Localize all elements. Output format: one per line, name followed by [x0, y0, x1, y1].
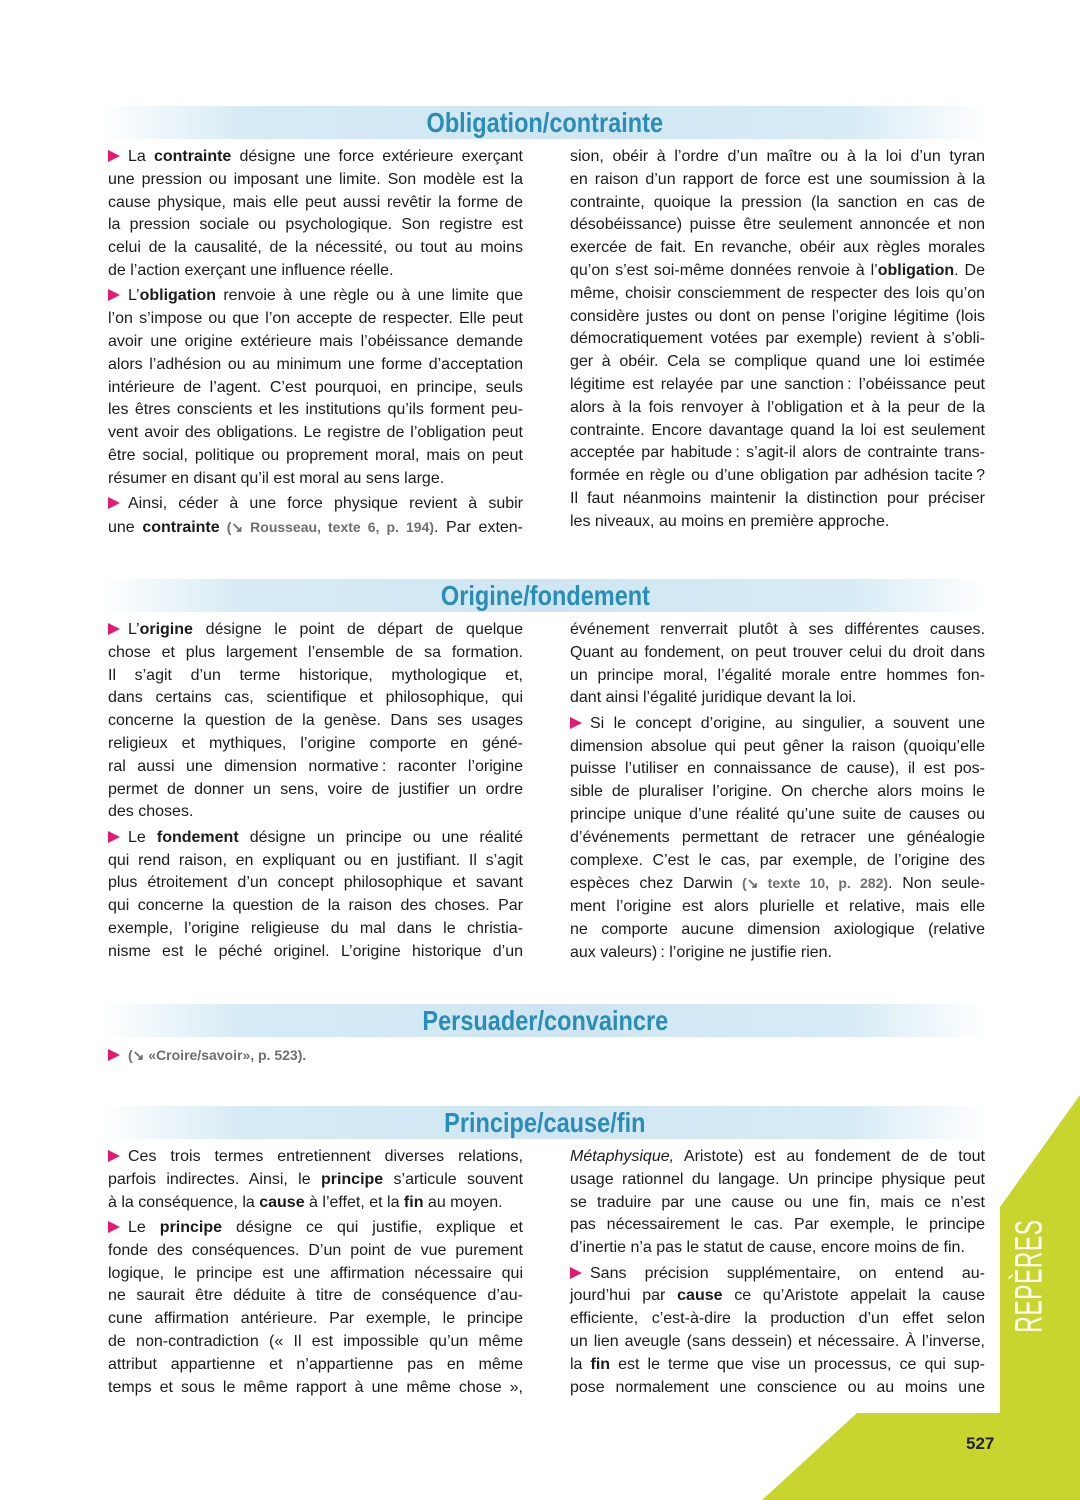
- text-run: désigne ce qui justifie, explique et: [222, 1218, 523, 1236]
- text-line: [108, 779, 523, 802]
- bold-term: cause: [677, 1287, 723, 1305]
- text-run: Quant au fondement, on peut trouver celui du droit dans: [570, 643, 985, 661]
- text-run: un principe moral, l’égalité morale entre hommes fon-: [570, 666, 985, 684]
- text-line: [570, 420, 985, 443]
- text-run: nisme est le péché originel. L’origine historique d’un: [108, 942, 523, 960]
- text-line: [570, 442, 985, 465]
- section-heading-band: [100, 1106, 990, 1139]
- bold-term: fin: [590, 1355, 611, 1373]
- text-run: cune affirmation antérieure. Par exemple, le principe: [108, 1310, 523, 1328]
- text-run: pas nécessairement le cas. Par exemple, le principe: [570, 1216, 985, 1234]
- text-run: les niveaux, au moins en première approche.: [570, 512, 890, 530]
- text-line: [570, 896, 985, 919]
- text-line: [108, 1217, 523, 1240]
- text-line: [108, 710, 523, 733]
- text-run: une pression ou imposant une limite. Son modèle est la: [108, 170, 523, 188]
- text-line: [570, 306, 985, 329]
- text-line: [570, 192, 985, 215]
- text-line: [108, 1354, 523, 1377]
- text-run: la pression sociale ou psychologique. Son registre est: [108, 216, 523, 234]
- text-run: l’on s’impose ou que l’on accepte de respecter. Elle peut: [108, 310, 523, 328]
- text-line: [108, 850, 523, 873]
- text-line: [570, 374, 985, 397]
- text-run: se traduire par une cause ou une fin, mais ce n’est: [570, 1193, 985, 1211]
- text-run: Le: [128, 1218, 160, 1236]
- text-run: à la conséquence, la: [108, 1193, 260, 1211]
- text-run: Sans précision supplémentaire, on entend au-: [590, 1264, 985, 1282]
- text-run: dimension absolue qui peut gêner la raison (quoiqu’elle: [570, 737, 985, 755]
- text-line: [108, 918, 523, 941]
- text-line: [108, 285, 523, 308]
- bold-term: cause: [259, 1193, 305, 1211]
- text-line: [108, 169, 523, 192]
- section-heading-band: [100, 106, 990, 139]
- text-run: qui concerne la question de la raison des choses. Par: [108, 897, 523, 915]
- bold-term: contrainte: [153, 148, 232, 165]
- text-line: [108, 1192, 523, 1215]
- text-line: [570, 1192, 985, 1215]
- text-line: [570, 260, 985, 283]
- text-run: usage rationnel du langage. Un principe physique peut: [570, 1170, 985, 1188]
- bullet-arrow-icon: [108, 1221, 120, 1233]
- text-run: avoir une origine extérieure mais l’obéissance demande: [108, 332, 523, 350]
- section-title: Origine/fondement: [440, 580, 650, 611]
- text-line: [570, 619, 985, 642]
- bold-term: obligation: [139, 287, 217, 305]
- text-run: de l’action exerçant une influence réelle.: [108, 261, 394, 279]
- text-run: sible de pluraliser l’origine. On cherche alors moins le: [570, 783, 985, 801]
- text-line: [570, 1308, 985, 1331]
- text-run: à l’effet, et la: [304, 1193, 404, 1211]
- text-line: [570, 328, 985, 351]
- text-run: aux valeurs) : l’origine ne justifie rien.: [570, 943, 832, 961]
- bold-term: principe: [320, 1170, 384, 1188]
- text-run: principe unique d’une réalité qu’une suite de causes ou: [570, 805, 985, 823]
- bullet-arrow-icon: [108, 150, 120, 162]
- text-line: [570, 511, 985, 534]
- text-line: [570, 804, 985, 827]
- text-line: [570, 942, 985, 965]
- text-run: fonde des conséquences. D’un point de vue purement: [108, 1241, 523, 1259]
- cross-reference: (↘ texte 10, p. 282): [732, 875, 889, 892]
- text-line: [570, 1377, 985, 1400]
- text-line: [108, 1146, 523, 1169]
- text-line: [108, 1263, 523, 1286]
- right-column: [570, 619, 985, 965]
- text-line: [570, 283, 985, 306]
- bold-term: fondement: [156, 828, 239, 846]
- cross-reference: (↘ «Croire/savoir», p. 523).: [128, 1047, 307, 1063]
- text-run: cause physique, mais elle peut aussi revêtir la forme de: [108, 193, 523, 211]
- text-line: [108, 445, 523, 468]
- text-line: [108, 1331, 523, 1354]
- text-run: . Non seule-: [888, 875, 986, 893]
- text-line: [570, 465, 985, 488]
- text-run: d’inertie n’a pas le statut de cause, encore moins de fin.: [570, 1239, 965, 1257]
- text-run: qui rend raison, en expliquant ou en justifiant. Il s’agit: [108, 851, 523, 869]
- text-run: L’: [128, 621, 140, 638]
- bold-term: origine: [139, 621, 193, 638]
- text-run: de non-contradiction (« Il est impossible qu’un même: [108, 1332, 523, 1350]
- text-line: [570, 237, 985, 260]
- bold-term: contrainte: [142, 518, 220, 536]
- text-line: [570, 1263, 985, 1286]
- text-run: un lien aveugle (sans dessein) et nécessaire. À l’inverse,: [570, 1332, 985, 1350]
- text-line: [108, 895, 523, 918]
- text-line: [108, 733, 523, 756]
- text-run: Le: [128, 828, 157, 846]
- text-line: [570, 1237, 985, 1260]
- text-run: Si le concept d’origine, au singulier, a souvent une: [590, 714, 985, 732]
- bold-term: fin: [403, 1193, 424, 1211]
- text-run: Aristote) est au fondement de de tout: [674, 1148, 985, 1165]
- cross-reference: (↘ Rousseau, texte 6, p. 194): [219, 518, 434, 535]
- text-line: [108, 941, 523, 964]
- bullet-arrow-icon: [108, 623, 120, 635]
- text-line: [108, 308, 523, 331]
- text-line: [108, 237, 523, 260]
- text-line: [570, 1169, 985, 1192]
- text-run: exercée de fait. En revanche, obéir aux règles morales: [570, 239, 985, 257]
- bold-term: principe: [159, 1218, 223, 1236]
- text-run: alors à la fois renvoyer à l’obligation et à la peur de la: [570, 398, 985, 416]
- text-run: parfois indirectes. Ainsi, le: [108, 1170, 321, 1188]
- section-heading-band: [100, 1004, 990, 1037]
- text-run: même, choisir consciemment de respecter des lois qu’on: [570, 284, 985, 302]
- section-title: Obligation/contrainte: [426, 107, 664, 138]
- text-line: [570, 687, 985, 710]
- text-run: ger à obéir. Cela se complique quand une loi estimée: [570, 353, 985, 371]
- text-line: [108, 687, 523, 710]
- text-run: dant ainsi l’égalité juridique devant la loi.: [570, 689, 857, 707]
- bullet-arrow-icon: [108, 289, 120, 301]
- text-line: [108, 1240, 523, 1263]
- page-number: 527: [966, 1434, 995, 1453]
- text-run: Il s’agit d’un terme historique, mythologique et,: [108, 666, 523, 684]
- text-line: [570, 827, 985, 850]
- text-run: considère justes ou dont on pense l’origine légitime (lois: [570, 307, 985, 325]
- text-run: d’événements permettant de retracer une généalogie: [570, 828, 985, 846]
- text-run: Ces trois termes entretiennent diverses relations,: [128, 1148, 523, 1165]
- text-run: désobéissance) puisse être seulement annoncée et non: [570, 216, 985, 234]
- text-run: logique, le principe est une affirmation nécessaire qui: [108, 1264, 523, 1282]
- text-line: [108, 354, 523, 377]
- text-run: formée en règle ou d’une obligation par adhésion tacite ?: [570, 467, 985, 485]
- bullet-arrow-icon: [108, 831, 120, 843]
- text-run: est le terme que vise un processus, ce qui sup-: [610, 1355, 985, 1373]
- text-run: renvoie à une règle ou à une limite que: [216, 287, 523, 305]
- left-column: [108, 619, 523, 964]
- left-column: [108, 146, 523, 540]
- text-line: [108, 827, 523, 850]
- text-line: [108, 399, 523, 422]
- text-run: plus étroitement d’un concept philosophique et savant: [108, 874, 523, 892]
- text-line: [108, 1044, 523, 1068]
- bullet-arrow-icon: [108, 497, 120, 509]
- text-line: [570, 850, 985, 873]
- text-run: les êtres conscients et les institutions qu’ils forment peu-: [108, 401, 523, 419]
- text-run: ment l’origine est alors plurielle et relative, mais elle: [570, 898, 985, 916]
- left-column: [108, 1146, 523, 1399]
- text-run: qu’on s’est soi-même données renvoie à l’: [570, 261, 878, 279]
- text-run: celui de la causalité, de la nécessité, ou tout au moins: [108, 239, 523, 257]
- text-line: [108, 872, 523, 895]
- text-run: efficiente, c’est-à-dire la production d’un effet selon: [570, 1310, 985, 1328]
- side-tab-label: REPÈRES: [1008, 1219, 1051, 1333]
- text-line: [108, 1377, 523, 1400]
- text-run: alors l’adhésion ou au minimum une forme d’acceptation: [108, 355, 523, 373]
- right-column: [570, 1146, 985, 1399]
- text-run: la: [570, 1355, 591, 1373]
- text-run: ne comporte aucune dimension axiologique (relative: [570, 920, 985, 938]
- text-line: [570, 713, 985, 736]
- text-line: [570, 1285, 985, 1308]
- text-line: [570, 781, 985, 804]
- bullet-arrow-icon: [570, 717, 582, 729]
- text-run: être social, politique ou proprement moral, mais on peut: [108, 446, 523, 464]
- text-run: pose normalement une conscience ou au moins une: [570, 1378, 985, 1396]
- bullet-arrow-icon: [108, 1049, 120, 1061]
- text-run: La: [128, 148, 154, 165]
- text-line: [108, 377, 523, 400]
- text-run: permet de donner un sens, voire de justifier un ordre: [108, 780, 523, 798]
- text-run: des choses.: [108, 803, 194, 821]
- text-run: . De: [954, 261, 985, 279]
- text-line: [570, 351, 985, 374]
- text-run: désigne le point de départ de quelque: [192, 621, 523, 638]
- text-run: . Par exten-: [433, 518, 524, 536]
- text-line: [570, 872, 985, 896]
- text-run: désigne un principe ou une réalité: [238, 828, 523, 846]
- left-column: [108, 1044, 523, 1068]
- text-line: [570, 1354, 985, 1377]
- text-run: contrainte, quoique la pression (la sanction en cas de: [570, 193, 985, 211]
- text-run: démocratiquement votées par exemple) revient à s’obli-: [570, 330, 985, 348]
- text-line: [108, 260, 523, 283]
- text-line: [108, 493, 523, 516]
- text-run: complexe. C’est le cas, par exemple, de l’origine des: [570, 851, 985, 869]
- text-line: [570, 1331, 985, 1354]
- text-line: [570, 488, 985, 511]
- text-line: [108, 468, 523, 491]
- text-run: intérieure de l’agent. C’est pourquoi, en principe, seuls: [108, 378, 523, 396]
- section-title: Principe/cause/fin: [444, 1107, 646, 1138]
- text-run: contrainte. Encore davantage quand la loi est seulement: [570, 421, 985, 439]
- text-run: s’articule souvent: [383, 1170, 524, 1188]
- text-line: [108, 801, 523, 824]
- text-line: [570, 214, 985, 237]
- text-run: jourd’hui par: [570, 1287, 678, 1305]
- text-run: exemple, l’origine religieuse du mal dans le christia-: [108, 919, 523, 937]
- text-line: [108, 1169, 523, 1192]
- bullet-arrow-icon: [108, 1150, 120, 1162]
- text-run: ral aussi une dimension normative : raconter l’origine: [108, 757, 523, 775]
- text-line: [570, 758, 985, 781]
- text-line: [108, 422, 523, 445]
- text-run: attribut appartienne et n’appartienne pas en même: [108, 1355, 523, 1373]
- text-line: [570, 169, 985, 192]
- text-run: événement renverrait plutôt à ses différentes causes.: [570, 621, 985, 638]
- text-run: en raison d’un rapport de force est une soumission à la: [570, 170, 985, 188]
- text-line: [570, 665, 985, 688]
- text-run: résumer en disant qu’il est moral au sens large.: [108, 469, 445, 487]
- text-run: vent avoir des obligations. Le registre de l’obligation peut: [108, 424, 523, 442]
- text-run: puisse l’utiliser en connaissance de cause), il est pos-: [570, 760, 985, 778]
- text-run: espèces chez Darwin: [570, 875, 733, 893]
- text-run: chose et plus largement l’ensemble de sa formation.: [108, 643, 523, 661]
- text-line: [570, 919, 985, 942]
- text-line: [570, 1146, 985, 1169]
- text-run: temps et sous le même rapport à une même chose »,: [108, 1378, 523, 1396]
- text-run: sion, obéir à l’ordre d’un maître ou à la loi d’un tyran: [570, 148, 985, 165]
- text-line: [108, 192, 523, 215]
- text-run: au moyen.: [423, 1193, 503, 1211]
- text-run: Ainsi, céder à une force physique revient à subir: [128, 495, 523, 513]
- text-line: [570, 642, 985, 665]
- bold-term: obligation: [877, 261, 955, 279]
- text-run: concerne la question de la genèse. Dans ses usages: [108, 712, 523, 730]
- text-line: [570, 397, 985, 420]
- text-run: ne saurait être déduite à titre de conséquence d’au-: [108, 1287, 523, 1305]
- text-line: [570, 736, 985, 759]
- text-line: [108, 642, 523, 665]
- section-title: Persuader/convaincre: [422, 1005, 668, 1036]
- text-run: une: [108, 518, 143, 536]
- text-line: [108, 756, 523, 779]
- text-run: acceptée par habitude : s’agit-il alors de contrainte trans-: [570, 444, 985, 462]
- text-line: [108, 331, 523, 354]
- text-line: [108, 214, 523, 237]
- text-run: ce qu’Aristote appelait la cause: [722, 1287, 986, 1305]
- text-run: Il faut néanmoins maintenir la distinction pour préciser: [570, 489, 985, 507]
- bullet-arrow-icon: [570, 1267, 582, 1279]
- text-line: [108, 516, 523, 540]
- right-column: [570, 146, 985, 534]
- text-run: dans certains cas, scientifique et philosophique, qui: [108, 689, 523, 707]
- text-line: [108, 1285, 523, 1308]
- text-line: [108, 619, 523, 642]
- italic-title: Métaphysique,: [570, 1148, 675, 1165]
- text-run: légitime est relayée par une sanction : l’obéissance peut: [570, 375, 985, 393]
- text-line: [570, 1214, 985, 1237]
- text-line: [108, 146, 523, 169]
- text-line: [570, 146, 985, 169]
- text-line: [108, 1308, 523, 1331]
- text-run: religieux et mythiques, l’origine comporte en géné-: [108, 734, 523, 752]
- text-line: [108, 665, 523, 688]
- section-heading-band: [100, 579, 990, 612]
- text-run: désigne une force extérieure exerçant: [231, 148, 523, 165]
- text-run: L’: [128, 287, 140, 305]
